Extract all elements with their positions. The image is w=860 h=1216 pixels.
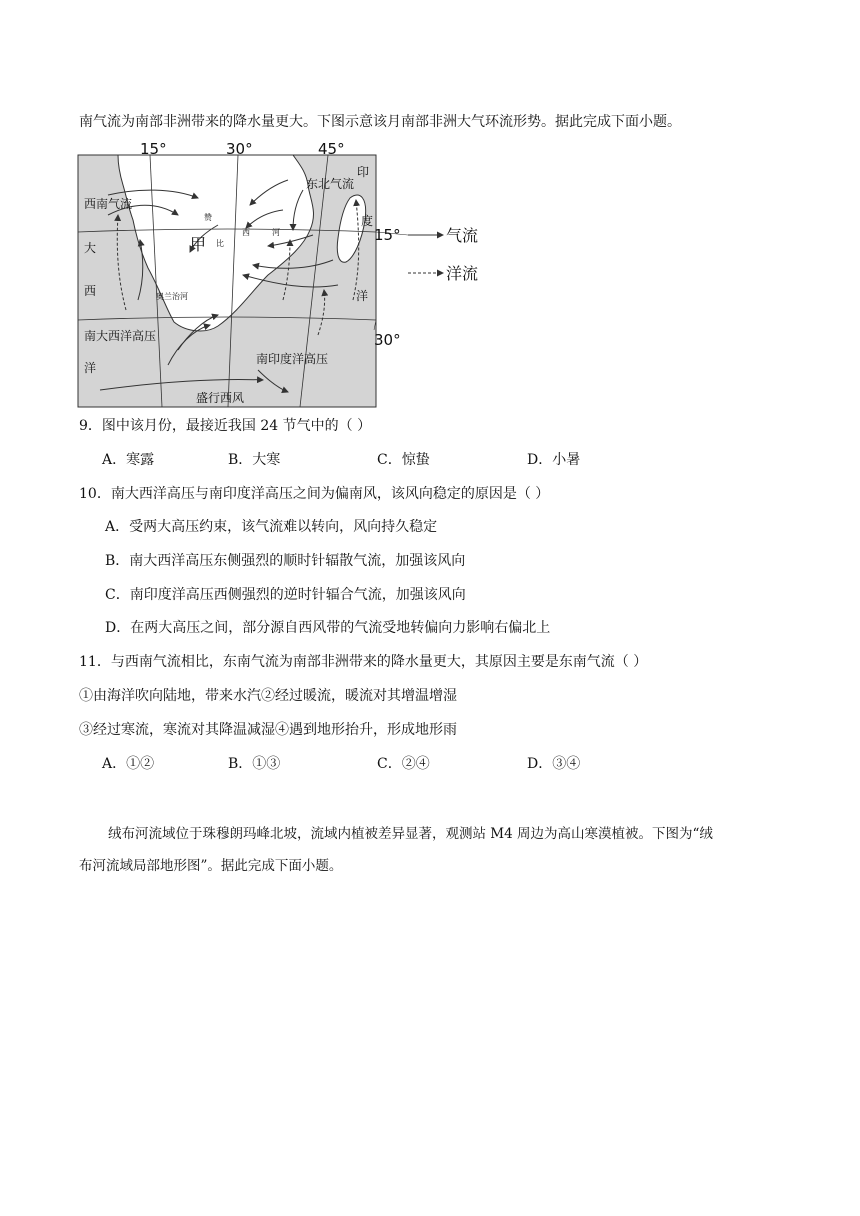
q11-option-a: A．①② [102,756,155,772]
q9-option-d: D．小暑 [527,452,581,468]
q9-option-b: B．大寒 [228,452,281,468]
q9-option-c: C．惊蛰 [377,452,430,468]
svg-text:比: 比 [216,239,224,248]
legend-airflow: 气流 [446,226,479,245]
northeast-flow-label: 东北气流 [306,177,355,191]
q11-statements-1: ①由海洋吹向陆地，带来水汽②经过暖流，暖流对其增温增湿 [79,688,457,704]
southwest-flow-label: 西南气流 [84,197,133,211]
q10-option-b: B．南大西洋高压东侧强烈的顺时针辐散气流，加强该风向 [105,553,466,569]
svg-text:河: 河 [272,228,280,237]
svg-text:印: 印 [357,165,370,179]
svg-text:大: 大 [84,241,97,255]
westerlies-label: 盛行西风 [196,391,245,405]
africa-circulation-map [78,140,488,410]
lon-15-label: 15° [140,140,167,158]
question-10-stem: 10．南大西洋高压与南印度洋高压之间为偏南风，该风向稳定的原因是（ ） [79,486,550,502]
svg-text:西: 西 [84,284,97,298]
q11-statements-2: ③经过寒流，寒流对其降温减湿④遇到地形抬升，形成地形雨 [79,722,457,738]
q10-option-d: D．在两大高压之间，部分源自西风带的气流受地转偏向力影响右偏北上 [105,620,551,636]
svg-text:洋: 洋 [84,361,97,375]
q10-option-c: C．南印度洋高压西侧强烈的逆时针辐合气流，加强该风向 [105,587,466,603]
lon-30-label: 30° [226,140,253,158]
passage-line-1: 绒布河流域位于珠穆朗玛峰北坡，流域内植被差异显著，观测站 M4 周边为高山寒漠植被。下图为“绒 [108,826,713,842]
lat-15-label: 15° [374,226,401,244]
question-9-stem: 9．图中该月份，最接近我国 24 节气中的（ ） [79,418,372,434]
intro-text: 南气流为南部非洲带来的降水量更大。下图示意该月南部非洲大气环流形势。据此完成下面小题。 [79,114,681,130]
svg-text:度: 度 [361,214,374,228]
question-9-options [102,450,802,470]
svg-text:西: 西 [242,228,250,237]
south-atlantic-high-label: 南大西洋高压 [84,329,157,343]
svg-text:赞: 赞 [204,213,212,222]
lat-30-label: 30° [374,331,401,349]
question-11-stem: 11．与西南气流相比，东南气流为南部非洲带来的降水量更大，其原因主要是东南气流（ ） [79,654,648,670]
svg-text:洋: 洋 [356,289,369,303]
question-11-options [102,754,802,774]
q10-option-a: A．受两大高压约束，该气流难以转向，风向持久稳定 [105,519,438,535]
orange-river-label: 奥兰治河 [156,292,188,301]
q11-option-c: C．②④ [377,756,430,772]
q11-option-d: D．③④ [527,756,581,772]
passage-line-2: 布河流域局部地形图”。据此完成下面小题。 [79,858,343,874]
lon-45-label: 45° [318,140,345,158]
q11-option-b: B．①③ [228,756,281,772]
jia-label: 甲 [190,235,207,254]
south-indian-high-label: 南印度洋高压 [256,352,329,366]
legend-current: 洋流 [446,264,479,283]
q9-option-a: A．寒露 [102,452,155,468]
